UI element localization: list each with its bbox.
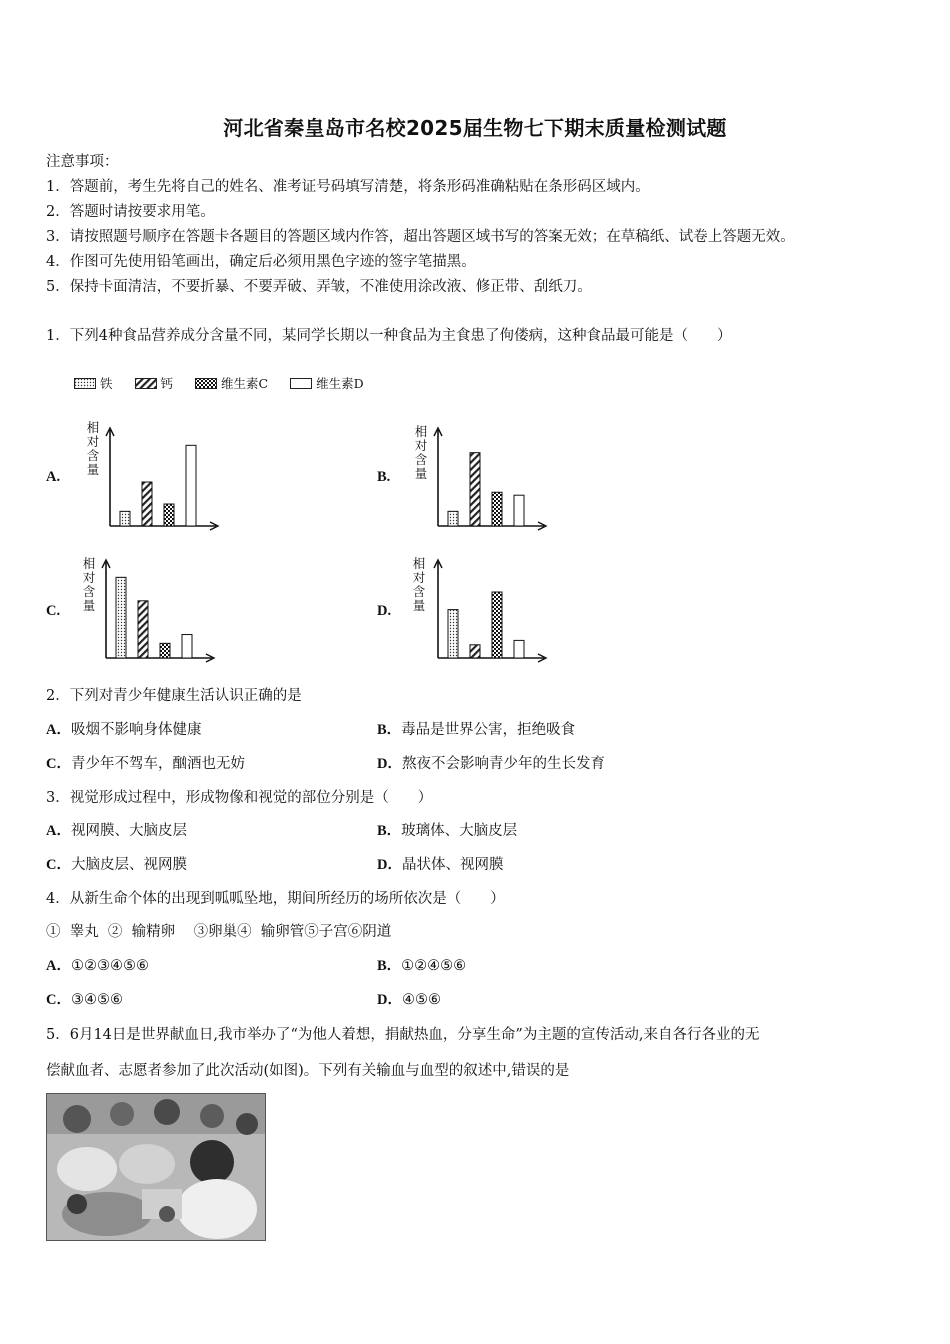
option-text: 大脑皮层、视网膜 — [70, 857, 187, 873]
chart-option-label: D. — [377, 603, 392, 619]
notice-item: 4．作图可先使用铅笔画出，确定后必须用黑色字迹的签字笔描黑。 — [46, 254, 476, 270]
y-axis-label — [86, 421, 100, 477]
chart-a — [100, 426, 220, 532]
option-label: C． — [46, 857, 71, 873]
option-label: D． — [377, 756, 402, 772]
q2-stem: 2．下列对青少年健康生活认识正确的是 — [46, 688, 302, 704]
y-label-char: 量 — [412, 598, 426, 613]
chart-option-label: C. — [46, 603, 61, 619]
q5-stem-line2: 偿献血者、志愿者参加了此次活动(如图)。下列有关输血与血型的叙述中,错误的是 — [46, 1063, 570, 1079]
option-text: 晶状体、视网膜 — [401, 857, 504, 873]
option-text: 毒品是世界公害，拒绝吸食 — [401, 722, 576, 738]
option-label: A． — [46, 823, 71, 839]
option-text: 青少年不驾车，酗酒也无妨 — [70, 756, 245, 772]
bar-calcium — [470, 645, 480, 658]
notice-item: 1．答题前，考生先将自己的姓名、准考证号码填写清楚，将条形码准确粘贴在条形码区域内。 — [46, 179, 650, 195]
notice-item: 5．保持卡面清洁，不要折暴、不要弄破、弄皱，不准使用涂改液、修正带、刮纸刀。 — [46, 279, 592, 295]
option-label: B． — [377, 823, 402, 839]
bar-vitamin-c — [160, 643, 170, 658]
bar-vitamin-c — [492, 592, 502, 658]
chart-b — [428, 426, 548, 532]
q4-option-d — [377, 990, 441, 1010]
notice-heading: 注意事项： — [46, 154, 119, 170]
legend-label: 钙 — [160, 376, 174, 391]
q2-option-d — [377, 754, 605, 774]
option-text: ③④⑤⑥ — [70, 992, 123, 1008]
y-label-char: 相 — [86, 420, 100, 435]
option-label: D． — [377, 992, 402, 1008]
q3-option-b — [377, 821, 517, 841]
y-label-char: 对 — [412, 570, 426, 585]
option-label: B． — [377, 958, 402, 974]
bar-iron — [448, 610, 458, 658]
bar-vitamin-d — [514, 640, 524, 658]
photo-illustration — [47, 1094, 265, 1240]
q2-option-b — [377, 720, 575, 740]
bar-vitamin-c — [164, 504, 174, 526]
chart-option-label: B. — [377, 469, 391, 485]
option-label: D． — [377, 857, 402, 873]
chart-c — [96, 558, 216, 664]
option-label: A． — [46, 722, 71, 738]
y-label-char: 含 — [86, 448, 100, 463]
y-label-char: 对 — [82, 570, 96, 585]
q3-option-c — [46, 855, 187, 875]
q5-stem-line1: 5．6月14日是世界献血日,我市举办了“为他人着想，捐献热血，分享生命”为主题的宣传活动,来自各行各业的无 — [46, 1027, 760, 1043]
y-label-char: 含 — [414, 452, 428, 467]
y-label-char: 量 — [82, 598, 96, 613]
option-label: A． — [46, 958, 71, 974]
y-label-char: 含 — [82, 584, 96, 599]
bar-vitamin-d — [186, 445, 196, 526]
q4-stem: 4．从新生命个体的出现到呱呱坠地，期间所经历的场所依次是（ ） — [46, 891, 505, 907]
y-label-char: 对 — [414, 438, 428, 453]
option-text: ①②③④⑤⑥ — [70, 958, 149, 974]
y-label-char: 量 — [86, 462, 100, 477]
bar-vitamin-d — [182, 635, 192, 658]
chart-legend — [74, 374, 364, 392]
option-label: C． — [46, 756, 71, 772]
option-text: 视网膜、大脑皮层 — [70, 823, 187, 839]
legend-label: 铁 — [100, 376, 113, 391]
bar-iron — [120, 511, 130, 526]
blood-donation-photo — [46, 1093, 266, 1241]
q4-option-c — [46, 990, 123, 1010]
chart-d — [428, 558, 548, 664]
y-label-char: 对 — [86, 434, 100, 449]
q1-stem: 1．下列4种食品营养成分含量不同，某同学长期以一种食品为主食患了佝偻病，这种食品最可能是（ ） — [46, 328, 732, 344]
bar-vitamin-d — [514, 495, 524, 526]
option-text: 吸烟不影响身体健康 — [70, 722, 202, 738]
notice-item: 3．请按照题号顺序在答题卡各题目的答题区域内作答，超出答题区域书写的答案无效；在草稿纸、试卷上答题无效。 — [46, 229, 795, 245]
y-axis-label — [414, 425, 428, 481]
bar-calcium — [142, 482, 152, 526]
q3-option-a — [46, 821, 187, 841]
y-label-char: 相 — [414, 424, 428, 439]
legend-item-vitamin-c — [195, 374, 268, 392]
q2-option-c — [46, 754, 245, 774]
option-text: ①②④⑤⑥ — [401, 958, 467, 974]
legend-item-vitamin-d — [290, 374, 364, 392]
legend-item-iron — [74, 374, 113, 392]
option-label: B． — [377, 722, 402, 738]
y-axis-label — [412, 557, 426, 613]
option-text: 玻璃体、大脑皮层 — [401, 823, 518, 839]
page-title: 河北省秦皇岛市名校2025届生物七下期末质量检测试题 — [223, 116, 727, 140]
chart-option-label: A. — [46, 469, 61, 485]
option-label: C． — [46, 992, 71, 1008]
q3-stem: 3．视觉形成过程中，形成物像和视觉的部位分别是（ ） — [46, 790, 433, 806]
notice-item: 2．答题时请按要求用笔。 — [46, 204, 215, 220]
legend-label: 维生素C — [221, 376, 269, 391]
y-label-char: 量 — [414, 466, 428, 481]
bar-calcium — [470, 453, 480, 526]
q4-sub: ① 睾丸 ② 输精卵 ③卵巢④ 输卵管⑤子宫⑥阴道 — [46, 924, 392, 940]
legend-label: 维生素D — [316, 376, 364, 391]
y-axis-label — [82, 557, 96, 613]
option-text: ④⑤⑥ — [401, 992, 441, 1008]
bar-calcium — [138, 601, 148, 658]
y-label-char: 相 — [82, 556, 96, 571]
q2-option-a — [46, 720, 201, 740]
option-text: 熬夜不会影响青少年的生长发育 — [401, 756, 605, 772]
q3-option-d — [377, 855, 503, 875]
y-label-char: 相 — [412, 556, 426, 571]
legend-item-calcium — [135, 374, 174, 392]
bar-vitamin-c — [492, 492, 502, 526]
bar-iron — [116, 577, 126, 658]
q4-option-a — [46, 956, 149, 976]
bar-iron — [448, 511, 458, 526]
y-label-char: 含 — [412, 584, 426, 599]
q4-option-b — [377, 956, 466, 976]
